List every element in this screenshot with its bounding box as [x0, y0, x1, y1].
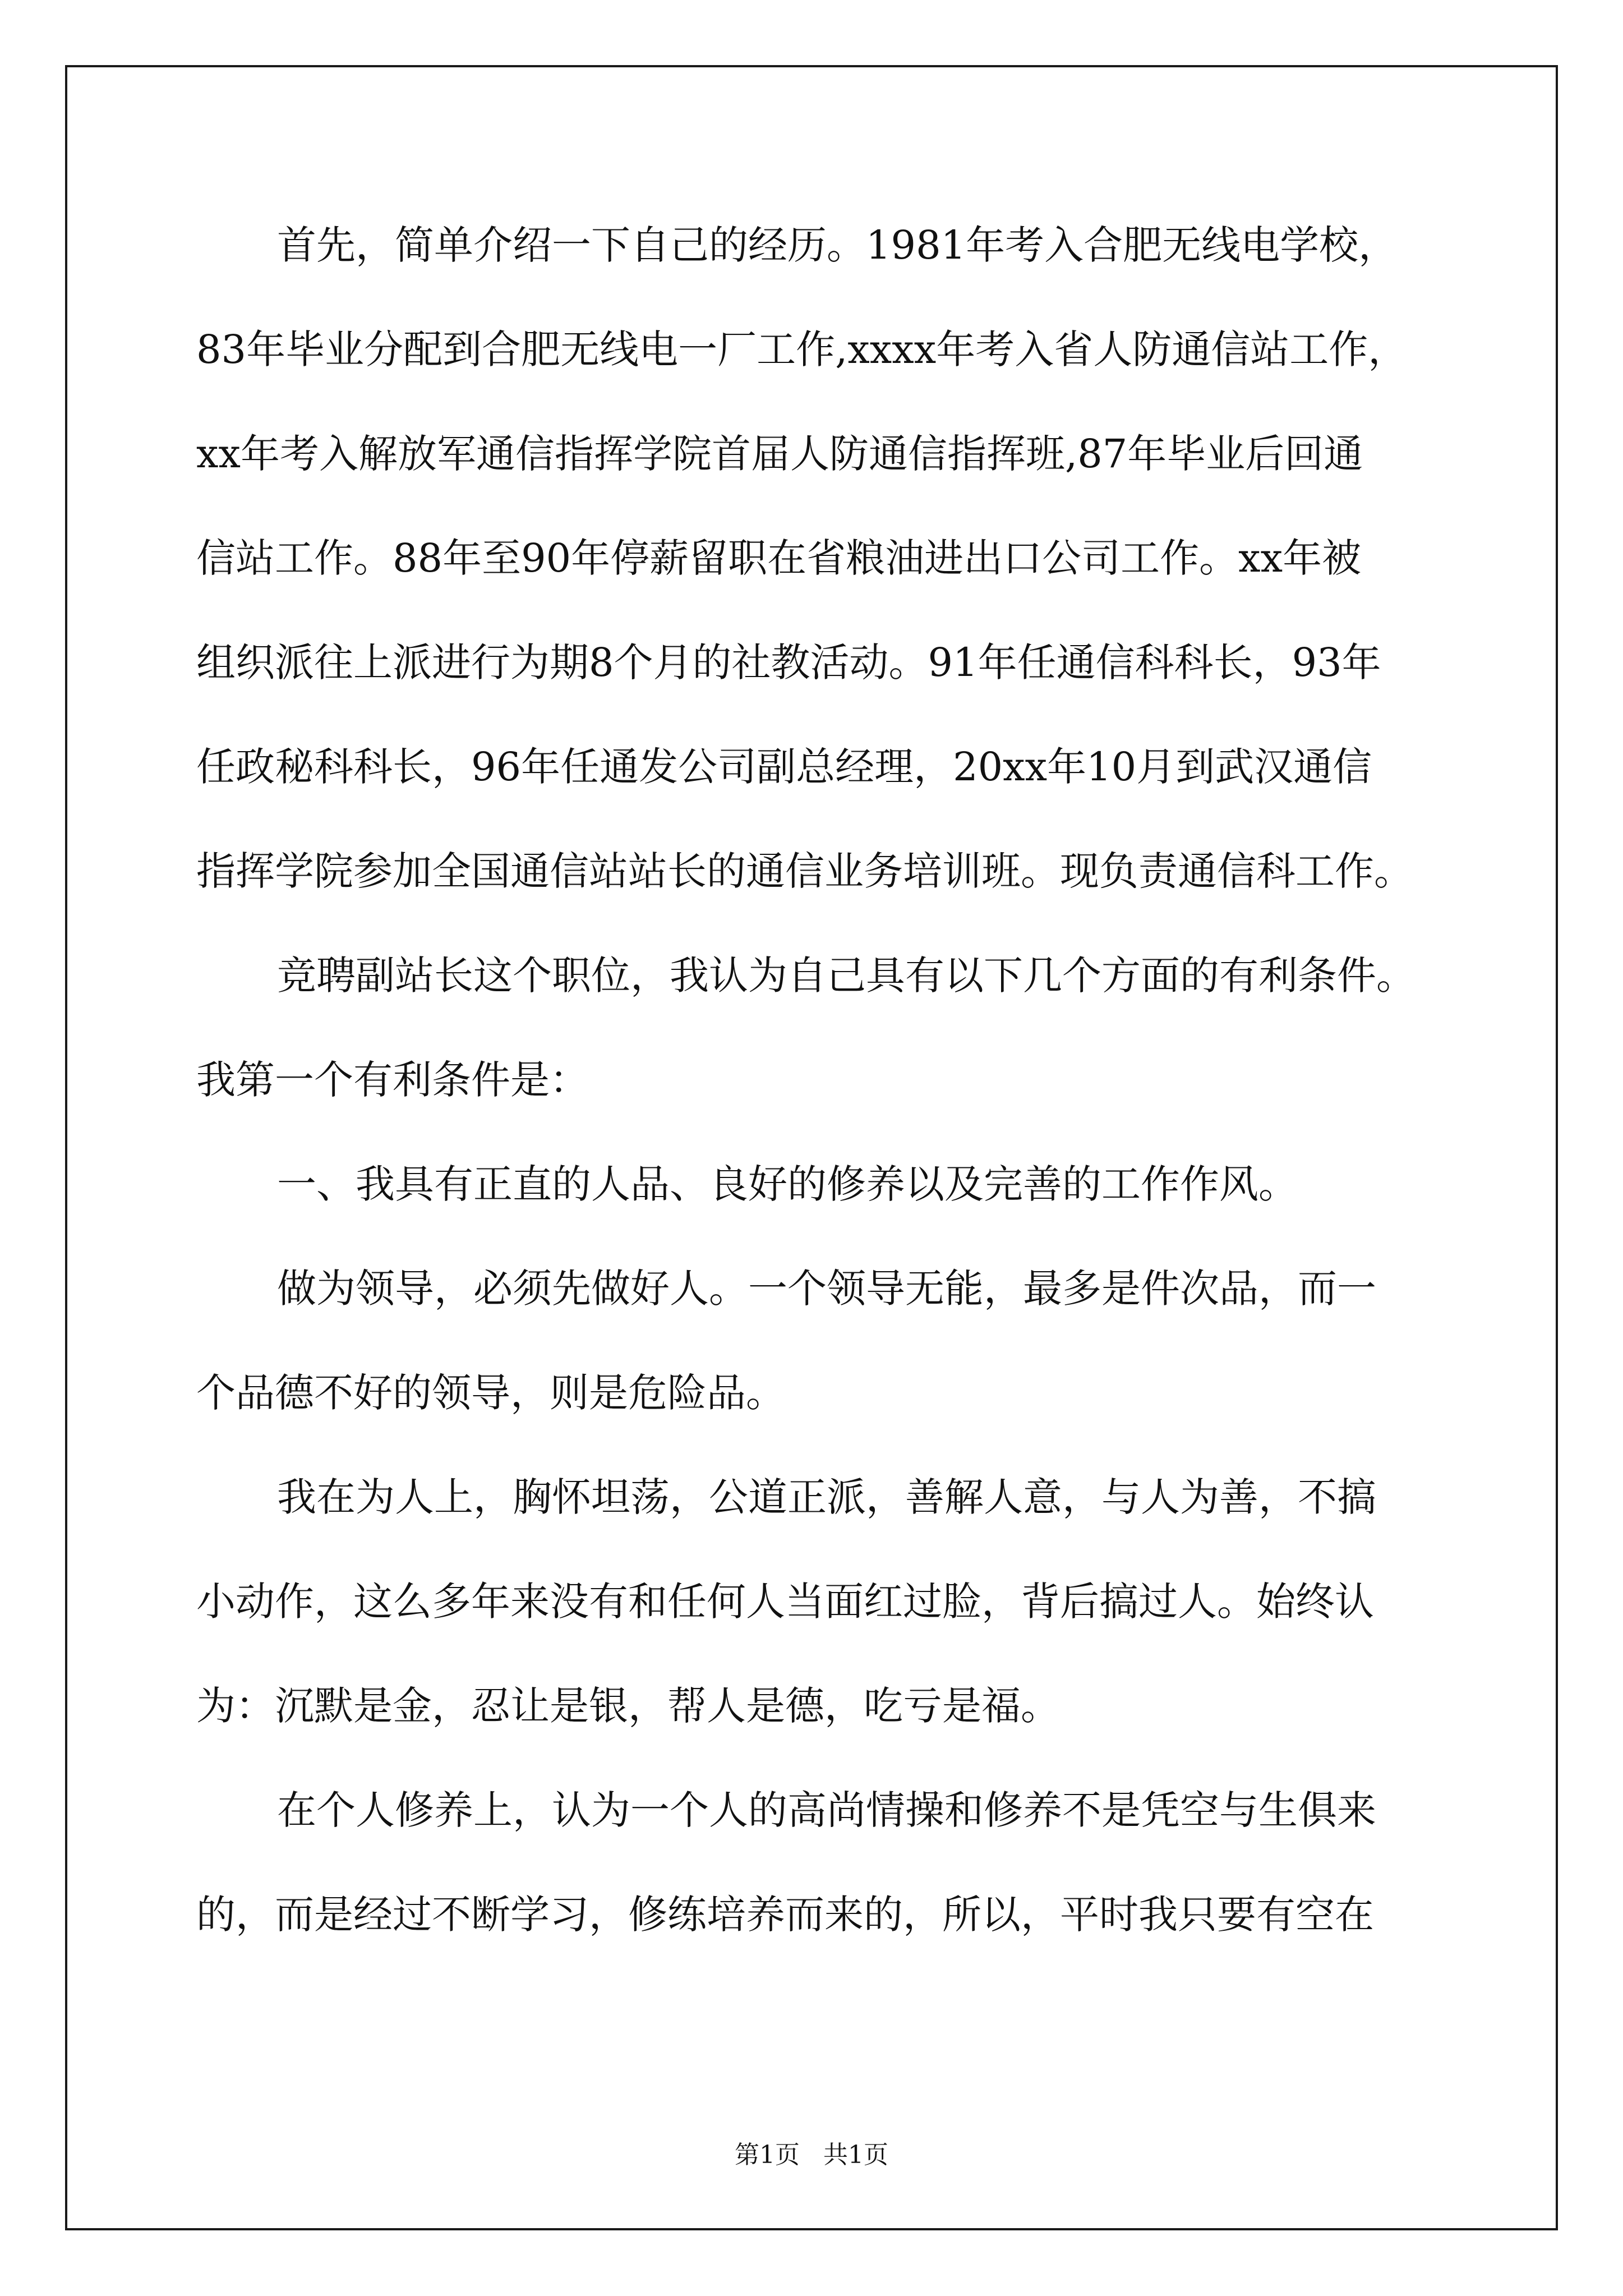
text-line: xx年考入解放军通信指挥学院首届人防通信指挥班,87年毕业后回通 [196, 431, 1363, 477]
text-line: 做为领导，必须先做好人。一个领导无能，最多是件次品，而一 [277, 1266, 1376, 1312]
text-line: 83年毕业分配到合肥无线电一厂工作,xxxx年考入省人防通信站工作， [196, 326, 1408, 372]
text-line: 我第一个有利条件是： [196, 1057, 589, 1103]
text-line: 竞聘副站长这个职位，我认为自己具有以下几个方面的有利条件。 [277, 953, 1415, 999]
text-line: 一、我具有正直的人品、良好的修养以及完善的工作作风。 [277, 1161, 1298, 1207]
text-line: 组织派往上派进行为期8个月的社教活动。91年任通信科科长，93年 [196, 639, 1381, 685]
text-line: 的，而是经过不断学习，修练培养而来的，所以，平时我只要有空在 [196, 1892, 1374, 1938]
text-line: 小动作，这么多年来没有和任何人当面红过脸，背后搞过人。始终认 [196, 1579, 1374, 1625]
text-line: 在个人修养上，认为一个人的高尚情操和修养不是凭空与生俱来 [277, 1787, 1376, 1833]
text-line: 信站工作。88年至90年停薪留职在省粮油进出口公司工作。xx年被 [196, 535, 1362, 581]
text-line: 个品德不好的领导，则是危险品。 [196, 1370, 785, 1416]
text-line: 我在为人上，胸怀坦荡，公道正派，善解人意，与人为善，不搞 [277, 1474, 1376, 1520]
page-number-footer: 第1页 共1页 [735, 2141, 888, 2169]
text-line: 首先，简单介绍一下自己的经历。1981年考入合肥无线电学校， [277, 222, 1398, 268]
text-line: 指挥学院参加全国通信站站长的通信业务培训班。现负责通信科工作。 [196, 848, 1413, 894]
text-line: 任政秘科科长，96年任通发公司副总经理，20xx年10月到武汉通信 [196, 744, 1372, 790]
text-line: 为：沉默是金，忍让是银，帮人是德，吃亏是福。 [196, 1683, 1060, 1729]
